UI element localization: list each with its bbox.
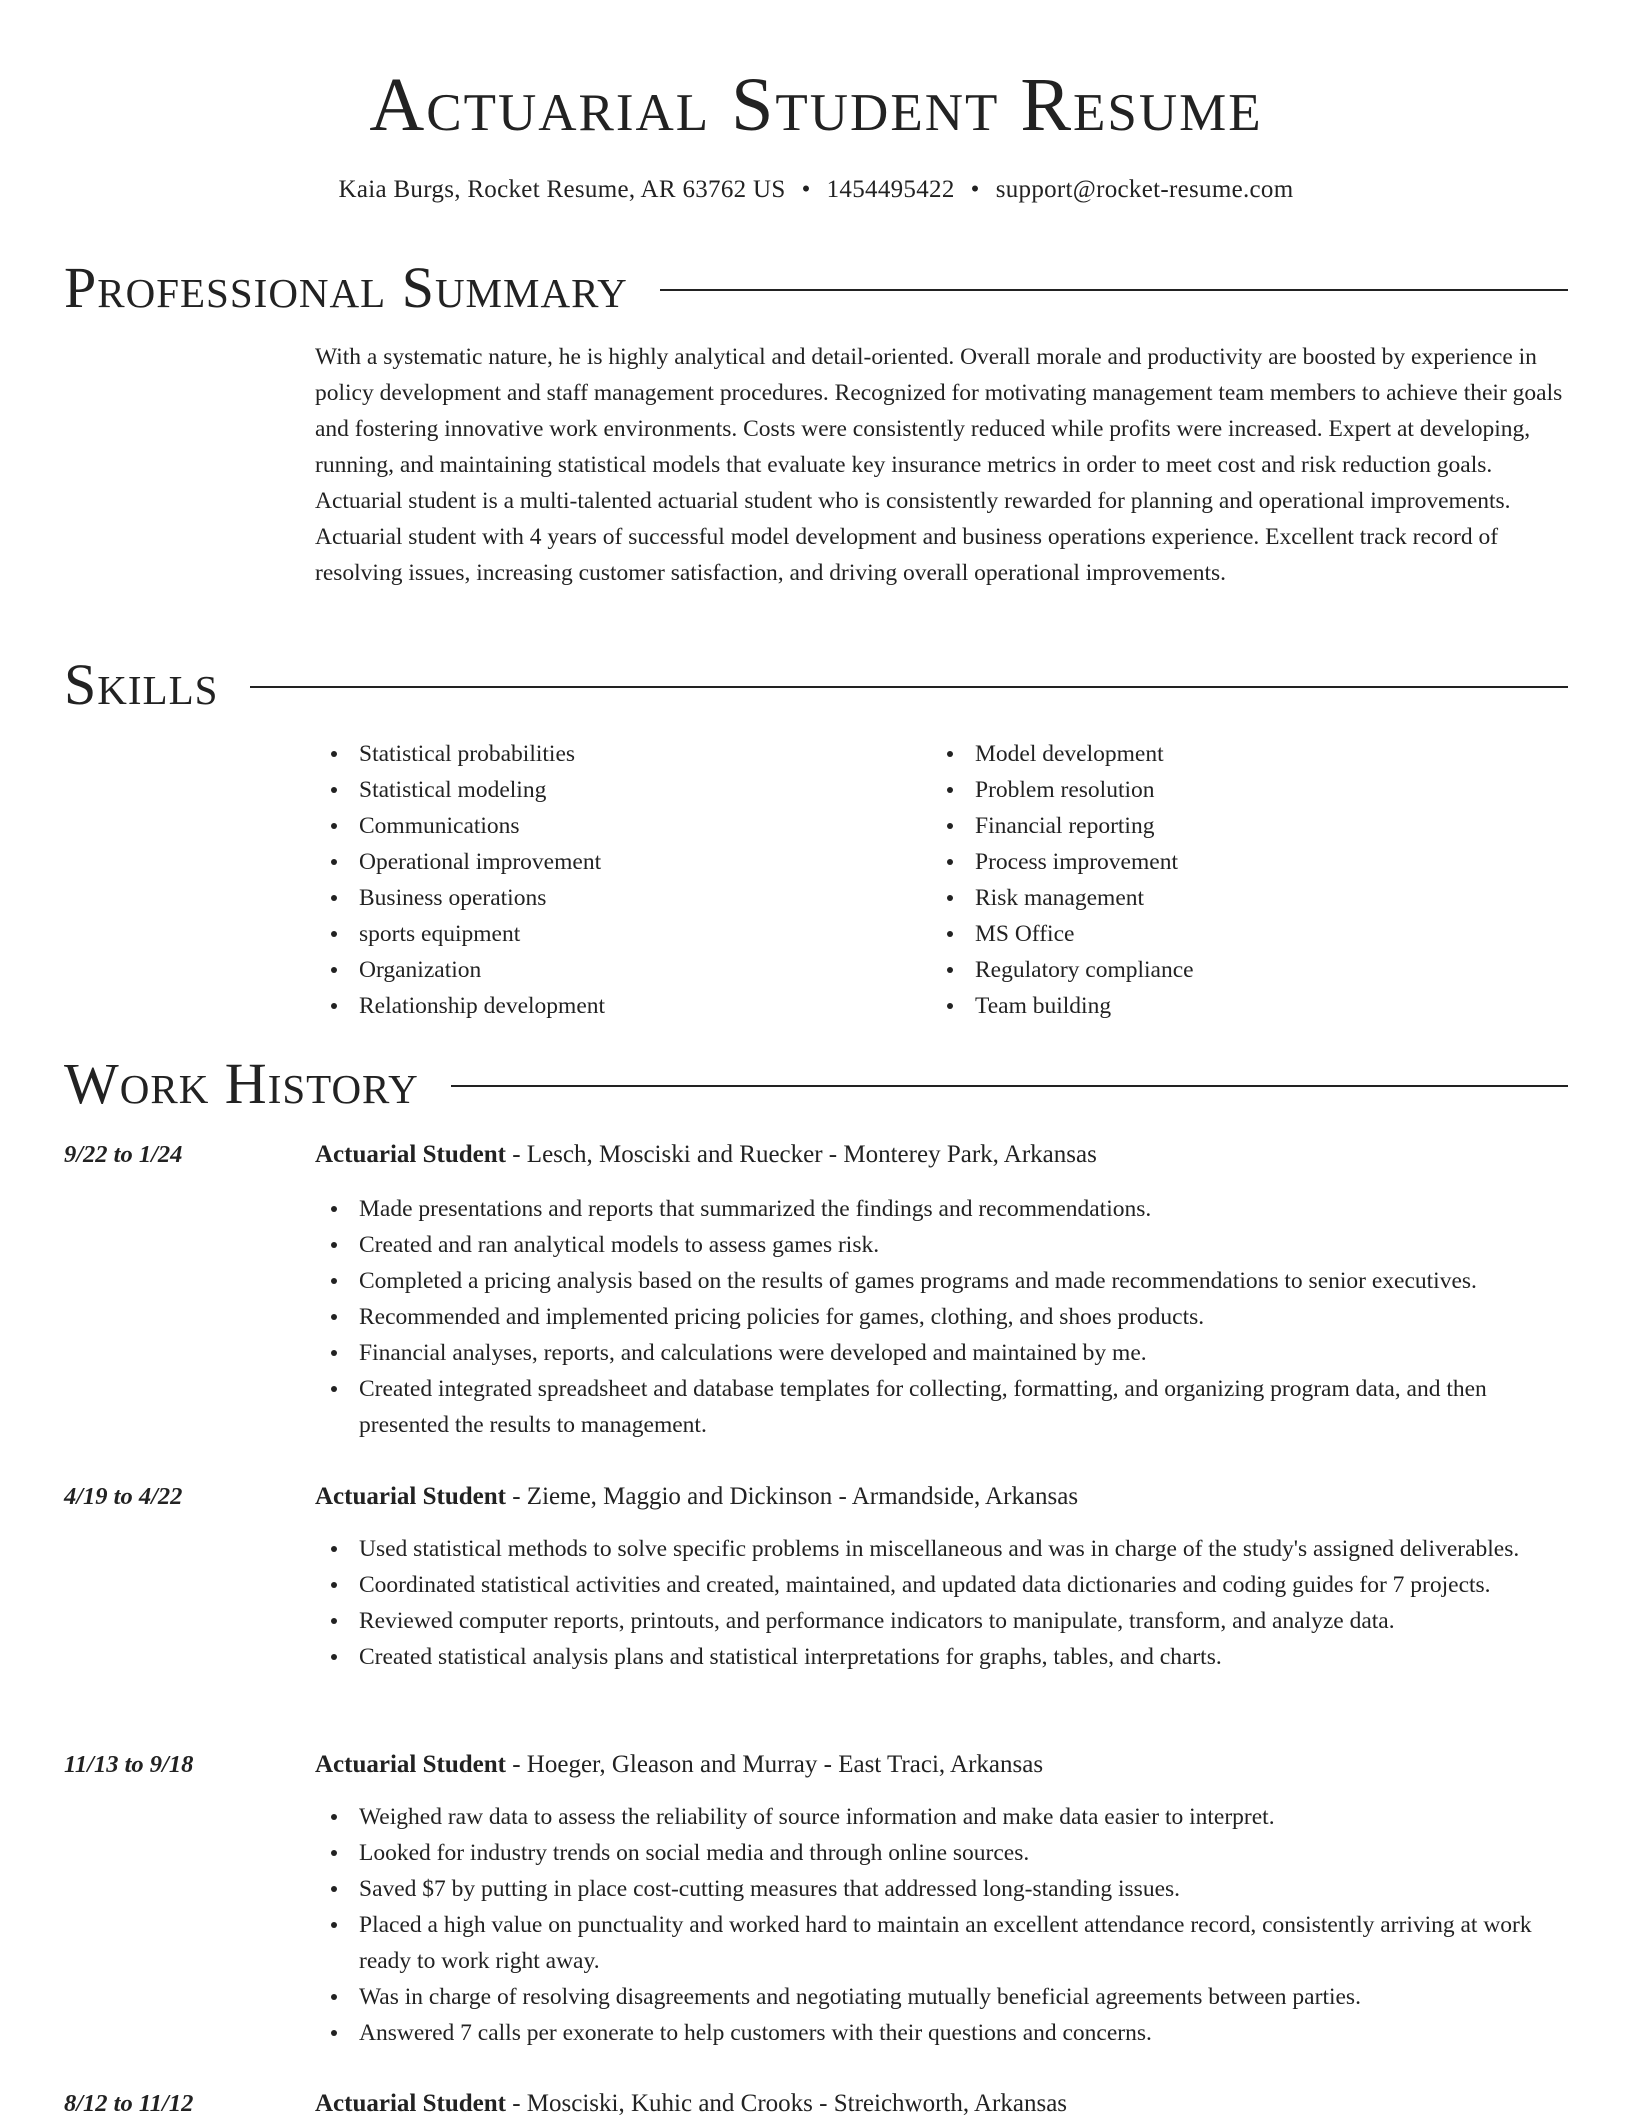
job-company-location: - Lesch, Mosciski and Ruecker - Monterey Park, Arkansas (505, 1141, 1097, 1168)
skills-list-left (315, 736, 875, 1024)
skill-item: Operational improvement (315, 844, 875, 880)
skill-item: Financial reporting (931, 808, 1551, 844)
skill-item: Model development (931, 736, 1551, 772)
job-bullets (315, 1191, 1570, 1443)
skill-item: Organization (315, 952, 875, 988)
job-heading (315, 1479, 1078, 1515)
skill-item: Risk management (931, 880, 1551, 916)
contact-phone: 1454495422 (826, 176, 955, 203)
skill-item: Business operations (315, 880, 875, 916)
job-bullet: Recommended and implemented pricing policies for games, clothing, and shoes products. (315, 1299, 1570, 1335)
job-bullet: Looked for industry trends on social media and through online sources. (315, 1835, 1570, 1871)
job-bullet: Answered 7 calls per exonerate to help customers with their questions and concerns. (315, 2015, 1570, 2051)
job-bullet: Reviewed computer reports, printouts, and performance indicators to manipulate, transform, and analyze data. (315, 1603, 1570, 1639)
job-company-location: - Hoeger, Gleason and Murray - East Traci, Arkansas (505, 1751, 1044, 1778)
skill-item: Problem resolution (931, 772, 1551, 808)
job-heading (315, 1137, 1097, 1173)
section-title-skills: Skills (64, 652, 219, 717)
section-header-work-history (64, 1052, 1568, 1116)
section-header-skills (64, 653, 1568, 717)
skill-item: Relationship development (315, 988, 875, 1024)
contact-line (0, 174, 1632, 206)
job-bullet: Completed a pricing analysis based on the results of games programs and made recommendations to senior executives. (315, 1263, 1570, 1299)
skill-item: MS Office (931, 916, 1551, 952)
job-company-location: - Mosciski, Kuhic and Crooks - Streichworth, Arkansas (505, 2090, 1068, 2117)
job-bullet: Used statistical methods to solve specific problems in miscellaneous and was in charge of the study's assigned deliverables. (315, 1531, 1570, 1567)
job-bullets (315, 1799, 1570, 2051)
contact-separator: • (970, 176, 980, 203)
job-heading (315, 2086, 1067, 2122)
job-dates: 4/19 to 4/22 (64, 1483, 183, 1510)
job-bullet: Created and ran analytical models to assess games risk. (315, 1227, 1570, 1263)
skill-item: Process improvement (931, 844, 1551, 880)
job-bullet: Financial analyses, reports, and calculations were developed and maintained by me. (315, 1335, 1570, 1371)
contact-separator: • (801, 176, 811, 203)
skill-item: Team building (931, 988, 1551, 1024)
skill-item: Regulatory compliance (931, 952, 1551, 988)
professional-summary-text: With a systematic nature, he is highly analytical and detail-oriented. Overall morale and productivity are boosted by experience in policy development and staff management procedures. Recognized for motivating management team members to achieve their goals and fostering innovative work environments. Costs were consistently reduced while profits were increased. Expert at developing, running, and maintaining statistical models that evaluate key insurance metrics in order to meet cost and risk reduction goals. Actuarial student is a multi-talented actuarial student who is consistently rewarded for planning and operational improvements. Actuarial student with 4 years of successful model development and business operations experience. Excellent track record of resolving issues, increasing customer satisfaction, and driving overall operational improvements. (315, 344, 1563, 586)
job-bullet: Weighed raw data to assess the reliability of source information and make data easier to interpret. (315, 1799, 1570, 1835)
job-role: Actuarial Student (315, 2090, 506, 2117)
skill-item: Communications (315, 808, 875, 844)
job-bullet: Made presentations and reports that summarized the findings and recommendations. (315, 1191, 1570, 1227)
resume-title: Actuarial Student Resume (369, 63, 1263, 147)
job-bullets (315, 1531, 1570, 1675)
job-dates: 9/22 to 1/24 (64, 1141, 183, 1168)
section-title-work-history: Work History (64, 1051, 419, 1116)
job-bullet: Saved $7 by putting in place cost-cutting measures that addressed long-standing issues. (315, 1871, 1570, 1907)
job-company-location: - Zieme, Maggio and Dickinson - Armandside, Arkansas (505, 1483, 1079, 1510)
skill-item: Statistical modeling (315, 772, 875, 808)
skill-item: Statistical probabilities (315, 736, 875, 772)
job-dates: 11/13 to 9/18 (64, 1751, 194, 1778)
job-role: Actuarial Student (315, 1141, 506, 1168)
job-bullet: Created integrated spreadsheet and database templates for collecting, formatting, and organizing program data, and then presented the results to management. (315, 1371, 1570, 1443)
skills-list-right (931, 736, 1551, 1024)
skill-item: sports equipment (315, 916, 875, 952)
job-role: Actuarial Student (315, 1483, 506, 1510)
job-bullet: Was in charge of resolving disagreements and negotiating mutually beneficial agreements between parties. (315, 1979, 1570, 2015)
contact-email: support@rocket-resume.com (995, 176, 1294, 203)
contact-address: Kaia Burgs, Rocket Resume, AR 63762 US (338, 176, 786, 203)
section-divider (660, 289, 1568, 291)
section-divider (250, 686, 1568, 688)
job-bullet: Coordinated statistical activities and created, maintained, and updated data dictionaries and coding guides for 7 projects. (315, 1567, 1570, 1603)
job-dates: 8/12 to 11/12 (64, 2090, 194, 2117)
section-divider (451, 1085, 1568, 1087)
job-bullet: Created statistical analysis plans and statistical interpretations for graphs, tables, and charts. (315, 1639, 1570, 1675)
job-bullet: Placed a high value on punctuality and worked hard to maintain an excellent attendance record, consistently arriving at work ready to work right away. (315, 1907, 1570, 1979)
job-role: Actuarial Student (315, 1751, 506, 1778)
job-heading (315, 1747, 1043, 1783)
section-title-summary: Professional Summary (64, 255, 628, 320)
section-header-summary (64, 256, 1568, 320)
